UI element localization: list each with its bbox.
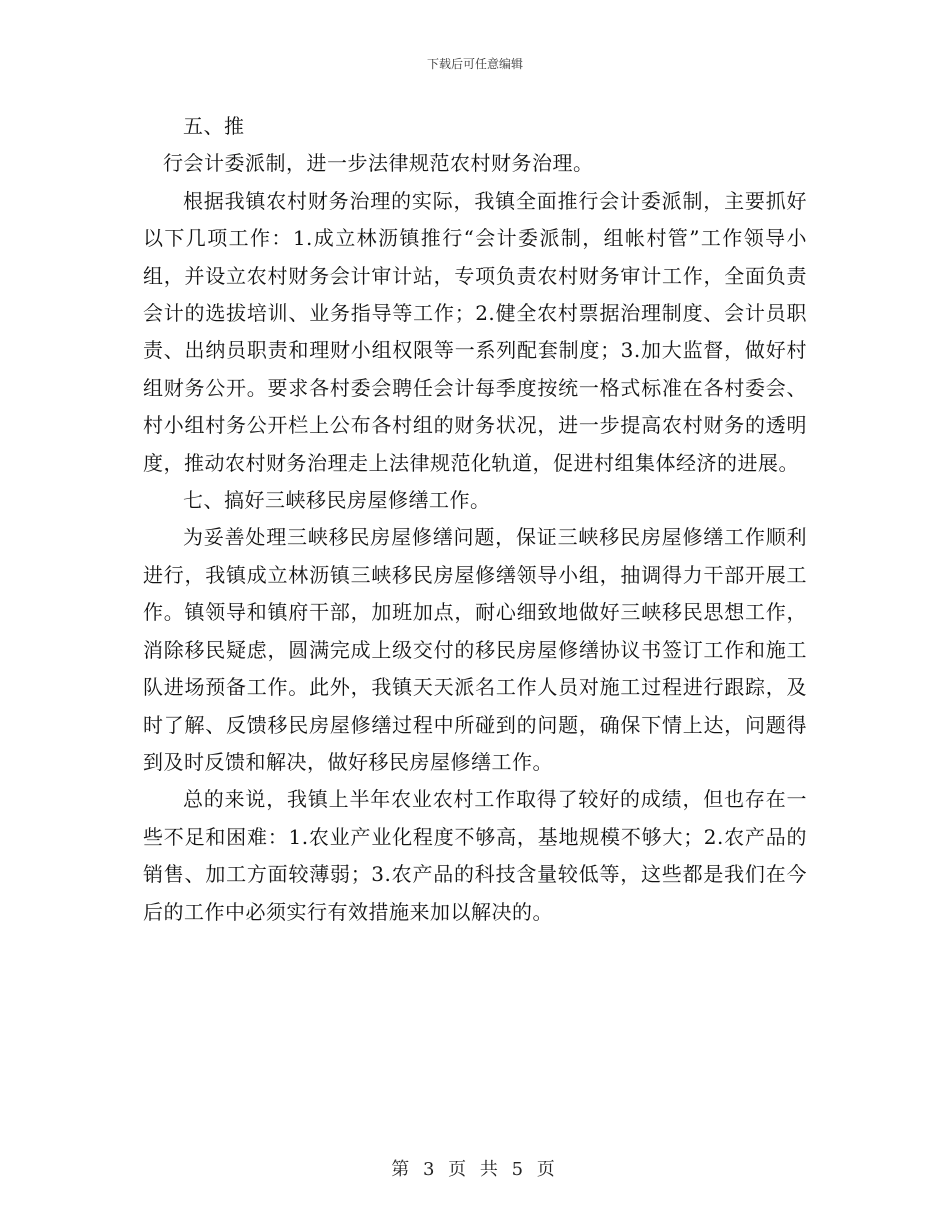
paragraph-section-5-title-cont: 行会计委派制，进一步法律规范农村财务治理。	[163, 151, 594, 176]
document-body	[143, 108, 807, 931]
paragraph-section-5-heading: 五、推	[183, 114, 245, 138]
paragraph-section-7-heading: 七、搞好三峡移民房屋修缮工作。	[183, 488, 491, 513]
paragraph-three-gorges-repairs: 为妥善处理三峡移民房屋修缮问题，保证三峡移民房屋修缮工作顺利进行，我镇成立林沥镇三峡移民房屋修缮领导小组，抽调得力干部开展工作。镇领导和镇府干部，加班加点，耐心细致地做好三峡移民思想工作，消除移民疑虑，圆满完成上级交付的移民房屋修缮协议书签订工作和施工队进场预备工作。此外，我镇天天派名工作人员对施工过程进行跟踪，及时了解、反馈移民房屋修缮过程中所碰到的问题，确保下情上达，问题得到及时反馈和解决，做好移民房屋修缮工作。	[143, 525, 807, 774]
paragraph-summary: 总的来说，我镇上半年农业农村工作取得了较好的成绩，但也存在一些不足和困难：1.农业产业化程度不够高，基地规模不够大；2.农产品的销售、加工方面较薄弱；3.农产品的科技含量较低等，这些都是我们在今后的工作中必须实行有效措施来加以解决的。	[143, 787, 807, 924]
paragraph-accounting-delegation: 根据我镇农村财务治理的实际，我镇全面推行会计委派制，主要抓好以下几项工作：1.成立林沥镇推行“会计委派制，组帐村管”工作领导小组，并设立农村财务会计审计站，专项负责农村财务审计工作，全面负责会计的选拔培训、业务指导等工作；2.健全农村票据治理制度、会计员职责、出纳员职责和理财小组权限等一系列配套制度；3.加大监督，做好村组财务公开。要求各村委会聘任会计每季度按统一格式标准在各村委会、村小组村务公开栏上公布各村组的财务状况，进一步提高农村财务的透明度，推动农村财务治理走上法律规范化轨道，促进村组集体经济的进展。	[143, 188, 807, 475]
page-number: 第 3 页 共 5 页	[391, 1159, 559, 1180]
page-header-note: 下载后可任意编辑	[426, 57, 523, 71]
